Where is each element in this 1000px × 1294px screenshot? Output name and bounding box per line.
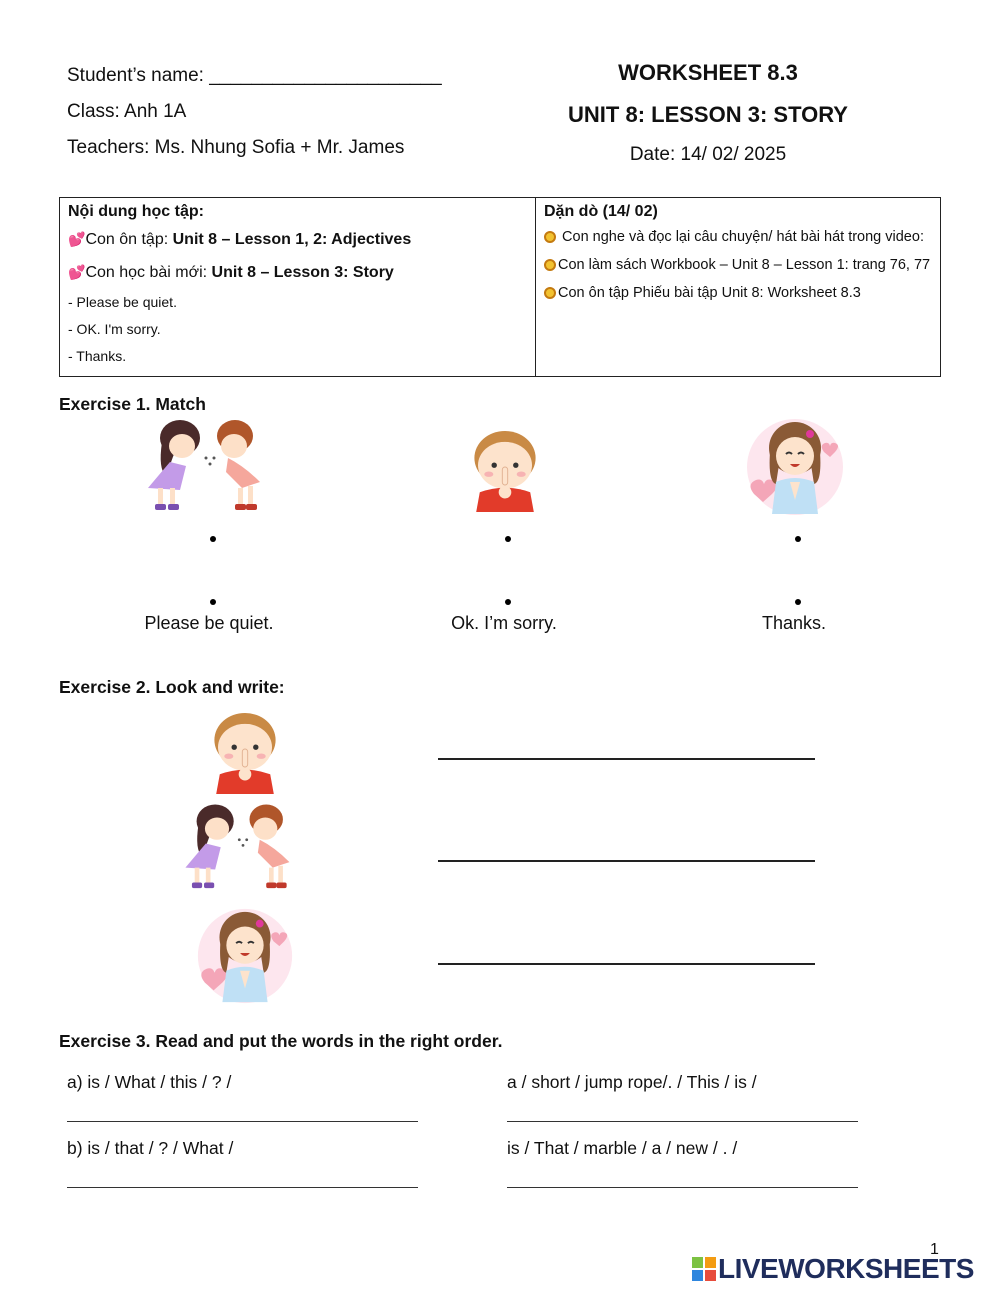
worksheet-heading (530, 58, 886, 170)
homework-cell (536, 198, 941, 377)
match-caption: Ok. I’m sorry. (451, 613, 557, 633)
liveworksheets-logo-icon (692, 1257, 716, 1281)
match-caption: Please be quiet. (144, 613, 274, 633)
learning-content-cell (60, 198, 536, 377)
review-line: 💕Con ôn tập: Unit 8 – Lesson 1, 2: Adjectives (68, 231, 412, 248)
student-name-label: Student’s name: ______________________ (67, 65, 442, 86)
phrase-item: - Thanks. (68, 348, 127, 364)
unit-title: UNIT 8: LESSON 3: STORY (568, 102, 848, 127)
heart-icon: 💕 (68, 264, 86, 280)
girl-thanking-picture (740, 412, 850, 522)
sunflower-icon (544, 259, 556, 271)
sunflower-icon (544, 287, 556, 299)
page-number: 1 (930, 1241, 939, 1258)
homework-item: Con nghe và đọc lại câu chuyện/ hát bài hát trong video: (544, 223, 932, 251)
answer-line[interactable] (438, 860, 815, 862)
exercise2-title: Exercise 2. Look and write: (59, 677, 285, 697)
phrase-item: - OK. I'm sorry. (68, 321, 161, 337)
phrase-item: - Please be quiet. (68, 294, 177, 310)
liveworksheets-logo[interactable] (692, 1253, 974, 1285)
homework-heading: Dặn dò (14/ 02) (544, 203, 658, 220)
question-item: b) is / that / ? / What / (67, 1138, 234, 1158)
worksheet-date: Date: 14/ 02/ 2025 (629, 144, 787, 165)
bowing-kids-picture (140, 414, 280, 524)
boy-shushing-picture (200, 704, 290, 794)
match-dot-top-2[interactable] (505, 536, 511, 542)
heart-icon: 💕 (68, 231, 86, 247)
brand-text: LIVEWORKSHEETS (718, 1253, 974, 1284)
worksheet-title: WORKSHEET 8.3 (618, 60, 798, 85)
match-dot-top-1[interactable] (210, 536, 216, 542)
new-lesson-line: 💕Con học bài mới: Unit 8 – Lesson 3: Story (68, 264, 394, 281)
match-caption: Thanks. (761, 613, 827, 633)
question-item: is / That / marble / a / new / . / (507, 1138, 738, 1158)
exercise1-title: Exercise 1. Match (59, 394, 206, 414)
bowing-kids-picture (178, 798, 308, 902)
teachers-label: Teachers: Ms. Nhung Sofia + Mr. James (67, 137, 405, 158)
sunflower-icon (544, 231, 556, 243)
homework-item: Con làm sách Workbook – Unit 8 – Lesson 1: trang 76, 77 (544, 251, 932, 279)
question-item: a / short / jump rope/. / This / is / (507, 1072, 757, 1092)
learning-content-heading: Nội dung học tập: (68, 203, 204, 220)
answer-line[interactable] (438, 963, 815, 965)
match-dot-bottom-3[interactable] (795, 599, 801, 605)
homework-item: Con ôn tập Phiếu bài tập Unit 8: Worksheet 8.3 (544, 279, 932, 307)
match-dot-bottom-2[interactable] (505, 599, 511, 605)
match-dot-bottom-1[interactable] (210, 599, 216, 605)
student-info (67, 58, 442, 166)
exercise3-title: Exercise 3. Read and put the words in the right order. (59, 1031, 503, 1051)
answer-line[interactable] (67, 1187, 418, 1188)
question-item: a) is / What / this / ? / (67, 1072, 232, 1092)
match-dot-top-3[interactable] (795, 536, 801, 542)
answer-line[interactable] (67, 1121, 418, 1122)
class-label: Class: Anh 1A (67, 101, 187, 122)
answer-line[interactable] (438, 758, 815, 760)
answer-line[interactable] (507, 1121, 858, 1122)
boy-shushing-picture (460, 422, 550, 512)
answer-line[interactable] (507, 1187, 858, 1188)
girl-thanking-picture (190, 902, 300, 1010)
info-table (59, 197, 941, 377)
